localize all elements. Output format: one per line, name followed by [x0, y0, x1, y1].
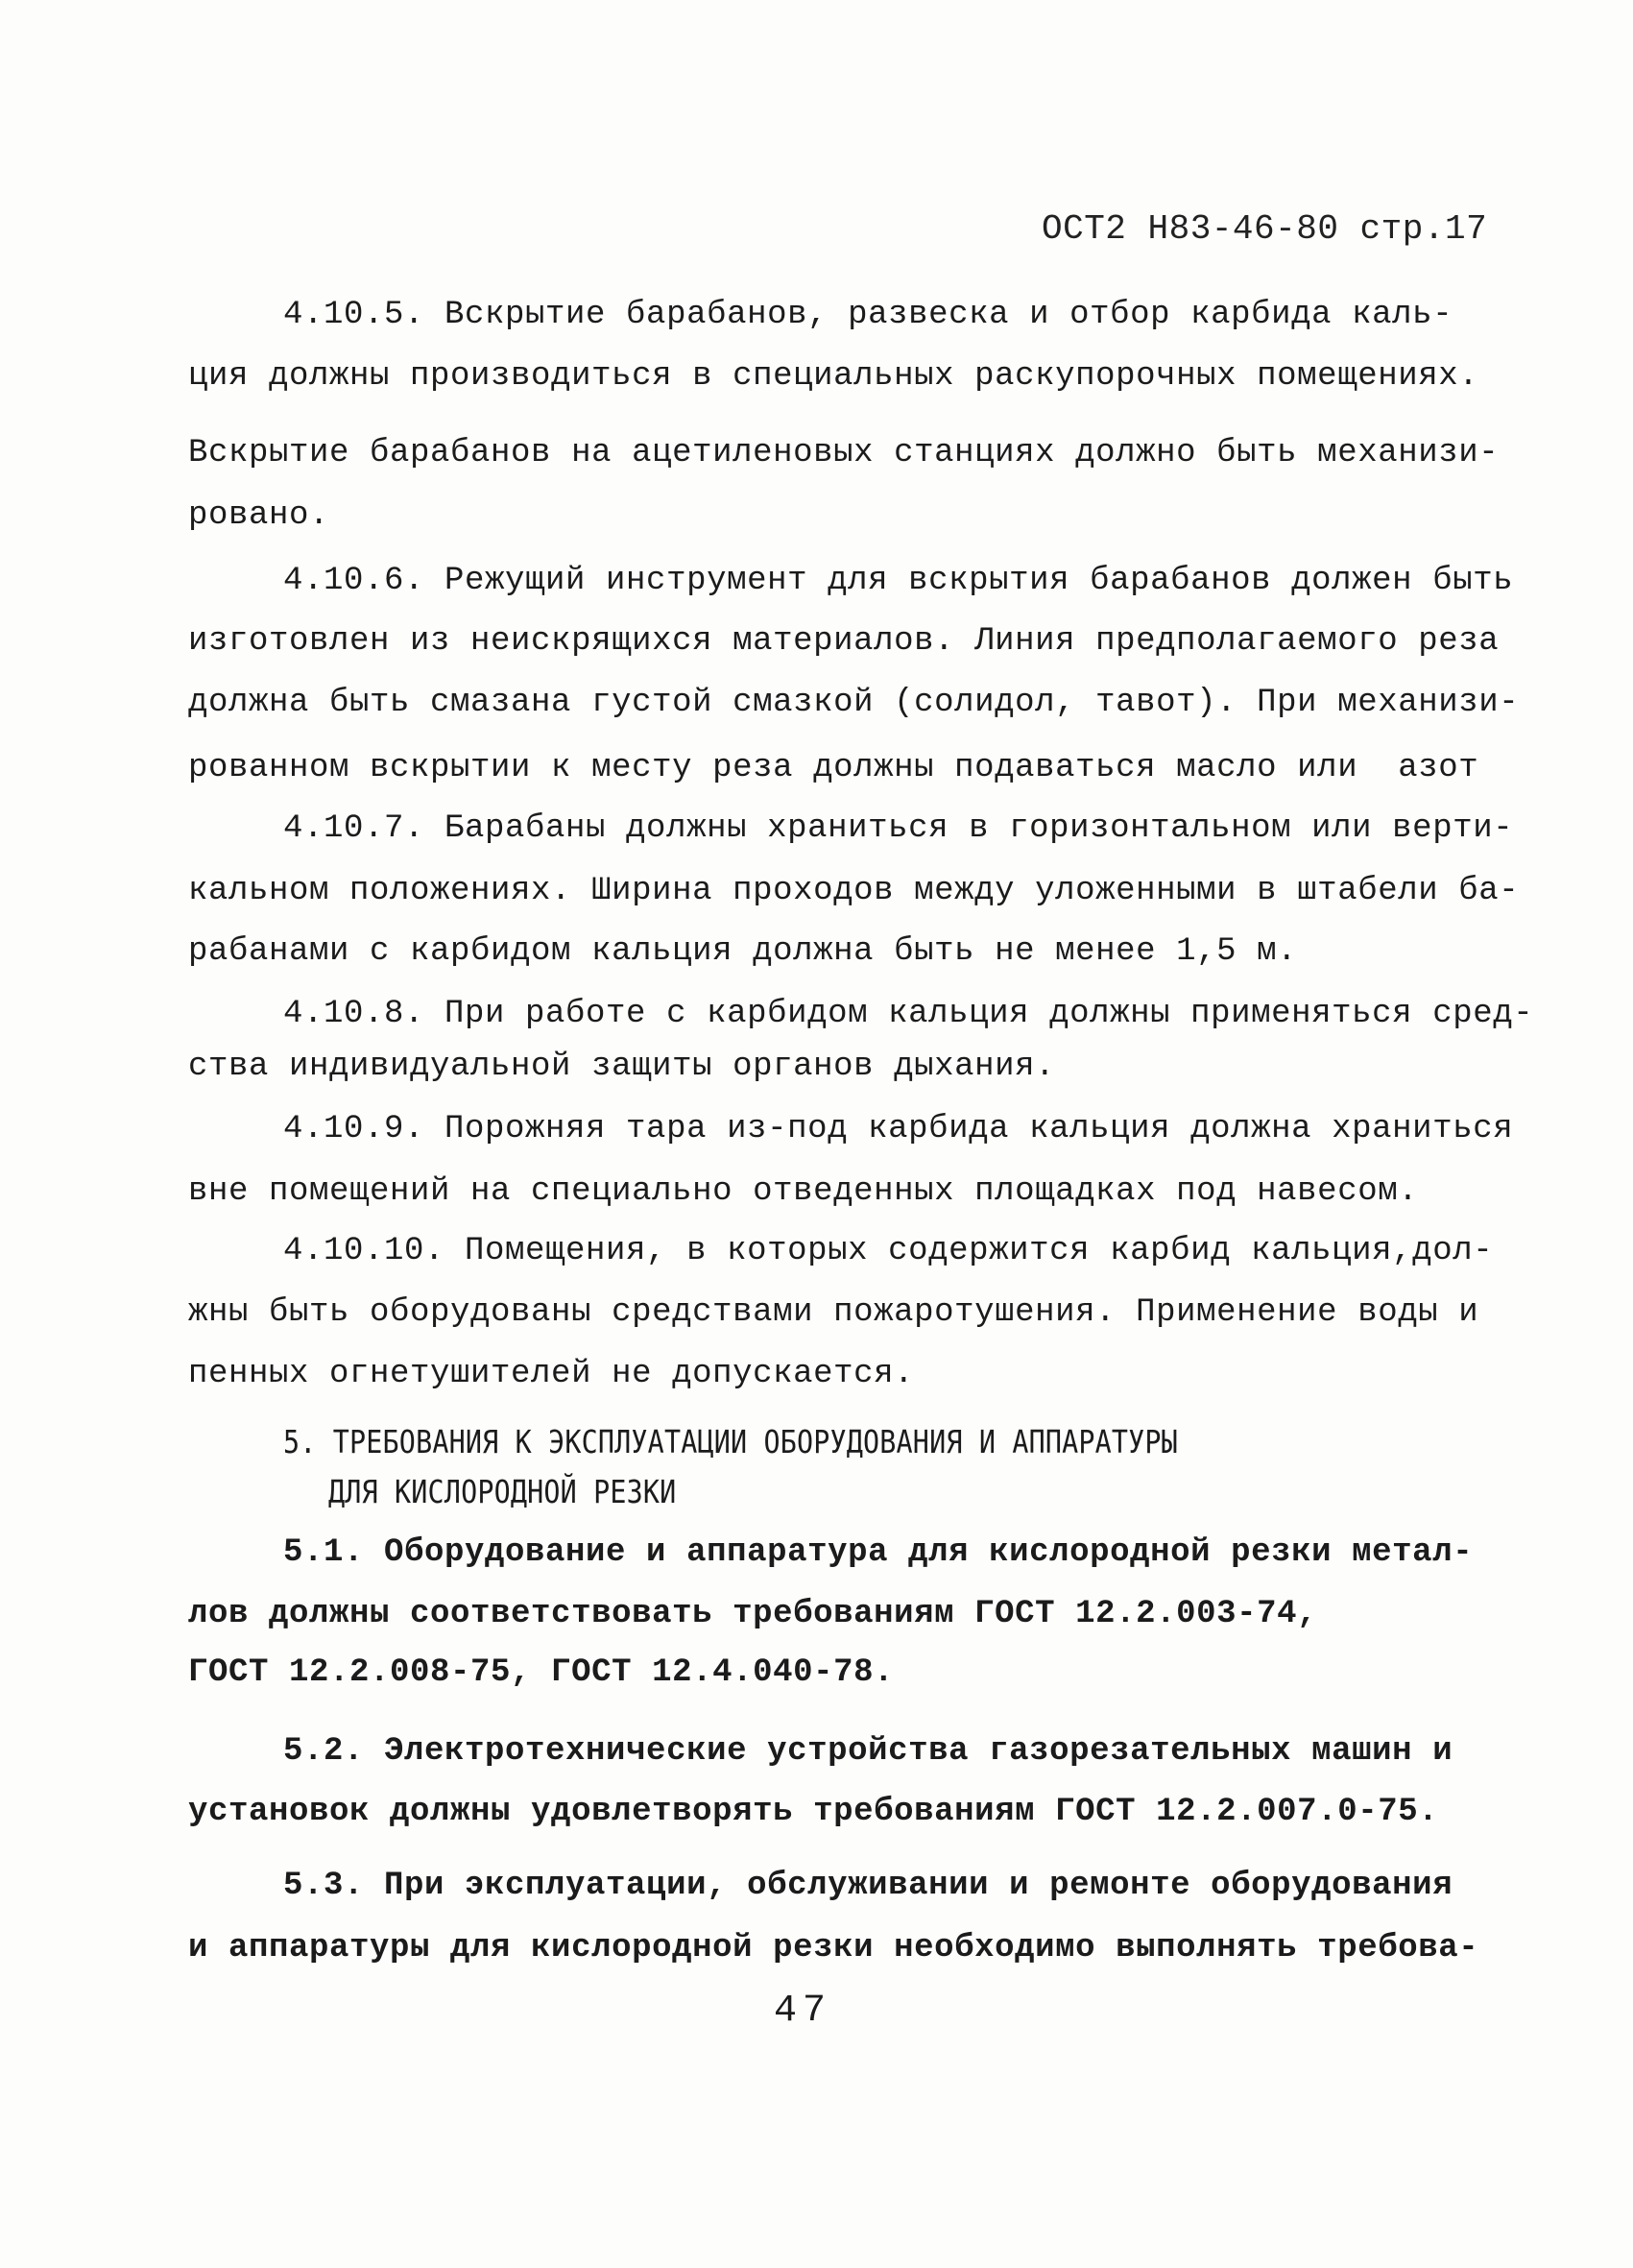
text-line: 4.10.5. Вскрытие барабанов, развеска и отбор карбида каль-	[283, 297, 1453, 333]
text-line: рованном вскрытии к месту реза должны подаваться масло или азот	[188, 750, 1479, 786]
text-line: 5.1. Оборудование и аппаратура для кислородной резки метал-	[283, 1534, 1474, 1571]
text-line: изготовлен из неискрящихся материалов. Линия предполагаемого реза	[188, 623, 1500, 660]
text-line: вне помещений на специально отведенных площадках под навесом.	[188, 1173, 1419, 1210]
text-line: 5.2. Электротехнические устройства газорезательных машин и	[283, 1733, 1453, 1770]
text-line: ства индивидуальной защиты органов дыхания.	[188, 1049, 1056, 1085]
text-line: 4.10.9. Порожняя тара из-под карбида кальция должна храниться	[283, 1111, 1514, 1147]
text-line: пенных огнетушителей не допускается.	[188, 1356, 915, 1392]
text-line: 5.3. При эксплуатации, обслуживании и ремонте оборудования	[283, 1868, 1453, 1904]
text-line: лов должны соответствовать требованиям ГОСТ 12.2.003-74,	[188, 1596, 1318, 1632]
text-line: установок должны удовлетворять требованиям ГОСТ 12.2.007.0-75.	[188, 1794, 1439, 1830]
document-reference: ОСТ2 Н83-46-80 стр.17	[1042, 209, 1488, 249]
section-heading: 5. ТРЕБОВАНИЯ К ЭКСПЛУАТАЦИИ ОБОРУДОВАНИЯ И АППАРАТУРЫ	[283, 1423, 1178, 1460]
page-number: 47	[774, 1990, 832, 2033]
text-line: должна быть смазана густой смазкой (солидол, тавот). При механизи-	[188, 685, 1520, 721]
text-line: и аппаратуры для кислородной резки необходимо выполнять требова-	[188, 1930, 1479, 1966]
text-line: 4.10.6. Режущий инструмент для вскрытия барабанов должен быть	[283, 563, 1514, 599]
section-heading-continued: ДЛЯ КИСЛОРОДНОЙ РЕЗКИ	[328, 1473, 677, 1510]
text-line: рабанами с карбидом кальция должна быть не менее 1,5 м.	[188, 933, 1298, 970]
text-line: кальном положениях. Ширина проходов между уложенными в штабели ба-	[188, 873, 1520, 909]
text-line: 4.10.10. Помещения, в которых содержится карбид кальция,дол-	[283, 1233, 1494, 1269]
text-line: Вскрытие барабанов на ацетиленовых станциях должно быть механизи-	[188, 435, 1500, 471]
text-line: 4.10.8. При работе с карбидом кальция должны применяться сред-	[283, 996, 1534, 1032]
text-line: ГОСТ 12.2.008-75, ГОСТ 12.4.040-78.	[188, 1654, 895, 1691]
text-line: ровано.	[188, 497, 330, 534]
text-line: 4.10.7. Барабаны должны храниться в горизонтальном или верти-	[283, 810, 1514, 847]
text-line: жны быть оборудованы средствами пожаротушения. Применение воды и	[188, 1294, 1479, 1331]
text-line: ция должны производиться в специальных раскупорочных помещениях.	[188, 358, 1479, 395]
